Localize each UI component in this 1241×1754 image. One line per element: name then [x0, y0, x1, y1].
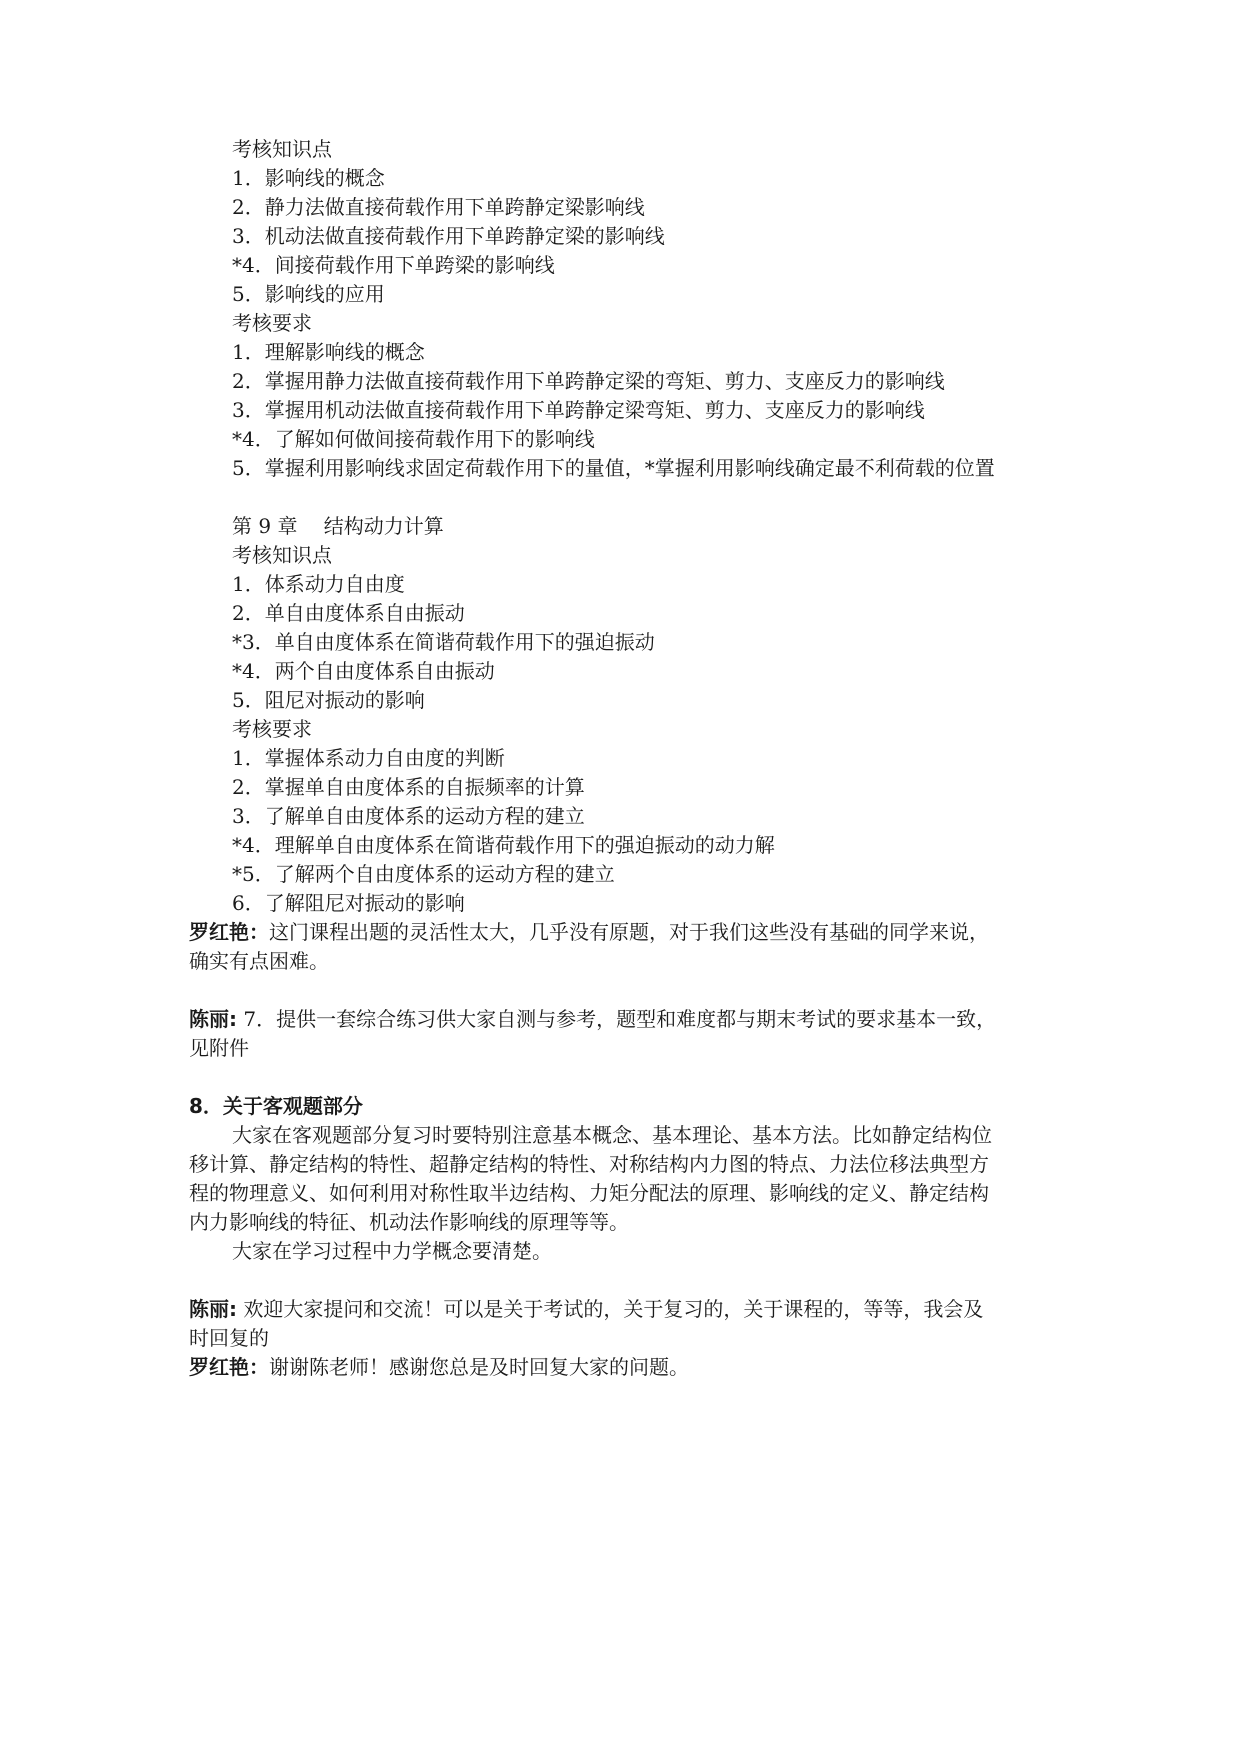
speaker-name: 陈丽:	[189, 1007, 237, 1031]
message-line	[189, 918, 989, 946]
message-text: 这门课程出题的灵活性太大，几乎没有原题，对于我们这些没有基础的同学来说，	[269, 920, 989, 944]
requirement-item: 3．掌握用机动法做直接荷载作用下单跨静定梁弯矩、剪力、支座反力的影响线	[232, 398, 925, 422]
knowledge-item: 5．阻尼对振动的影响	[232, 688, 425, 712]
knowledge-item: 2．静力法做直接荷载作用下单跨静定梁影响线	[232, 195, 645, 219]
requirement-item: *4．了解如何做间接荷载作用下的影响线	[232, 427, 595, 451]
speaker-name: 陈丽:	[189, 1297, 237, 1321]
message-line: 确实有点困难。	[189, 949, 329, 973]
requirement-item: *5．了解两个自由度体系的运动方程的建立	[232, 862, 615, 886]
message-line: 时回复的	[189, 1326, 269, 1350]
knowledge-item: 2．单自由度体系自由振动	[232, 601, 465, 625]
knowledge-heading: 考核知识点	[232, 543, 332, 567]
knowledge-heading: 考核知识点	[232, 137, 332, 161]
speaker-name: 罗红艳：	[189, 920, 269, 944]
message-text: 谢谢陈老师！感谢您总是及时回复大家的问题。	[269, 1355, 689, 1379]
message-line	[189, 1353, 689, 1381]
chapter-title: 第 9 章 结构动力计算	[232, 514, 444, 538]
paragraph-line: 程的物理意义、如何利用对称性取半边结构、力矩分配法的原理、影响线的定义、静定结构	[189, 1181, 989, 1205]
requirement-item: 2．掌握用静力法做直接荷载作用下单跨静定梁的弯矩、剪力、支座反力的影响线	[232, 369, 945, 393]
message-line	[189, 1005, 996, 1033]
speaker-name: 罗红艳：	[189, 1355, 269, 1379]
requirement-item: 2．掌握单自由度体系的自振频率的计算	[232, 775, 585, 799]
section-heading: 8．关于客观题部分	[189, 1094, 363, 1118]
requirements-heading: 考核要求	[232, 717, 312, 741]
paragraph-line: 内力影响线的特征、机动法作影响线的原理等等。	[189, 1210, 629, 1234]
requirement-item: 1．理解影响线的概念	[232, 340, 425, 364]
knowledge-item: *4．间接荷载作用下单跨梁的影响线	[232, 253, 555, 277]
paragraph-line: 大家在学习过程中力学概念要清楚。	[232, 1239, 552, 1263]
knowledge-item: *3．单自由度体系在简谐荷载作用下的强迫振动	[232, 630, 655, 654]
message-text: 欢迎大家提问和交流！可以是关于考试的，关于复习的，关于课程的，等等，我会及	[237, 1297, 984, 1321]
message-line	[189, 1295, 983, 1323]
knowledge-item: *4．两个自由度体系自由振动	[232, 659, 495, 683]
knowledge-item: 3．机动法做直接荷载作用下单跨静定梁的影响线	[232, 224, 665, 248]
message-text: 7．提供一套综合练习供大家自测与参考，题型和难度都与期末考试的要求基本一致，	[237, 1007, 997, 1031]
paragraph-line: 大家在客观题部分复习时要特别注意基本概念、基本理论、基本方法。比如静定结构位	[232, 1123, 992, 1147]
knowledge-item: 1．影响线的概念	[232, 166, 385, 190]
paragraph-line: 移计算、静定结构的特性、超静定结构的特性、对称结构内力图的特点、力法位移法典型方	[189, 1152, 989, 1176]
knowledge-item: 5．影响线的应用	[232, 282, 385, 306]
requirements-heading: 考核要求	[232, 311, 312, 335]
message-line: 见附件	[189, 1036, 249, 1060]
requirement-item: 3．了解单自由度体系的运动方程的建立	[232, 804, 585, 828]
requirement-item: 6．了解阻尼对振动的影响	[232, 891, 465, 915]
knowledge-item: 1．体系动力自由度	[232, 572, 405, 596]
requirement-item: 5．掌握利用影响线求固定荷载作用下的量值，*掌握利用影响线确定最不利荷载的位置	[232, 456, 995, 480]
requirement-item: *4．理解单自由度体系在简谐荷载作用下的强迫振动的动力解	[232, 833, 775, 857]
requirement-item: 1．掌握体系动力自由度的判断	[232, 746, 505, 770]
